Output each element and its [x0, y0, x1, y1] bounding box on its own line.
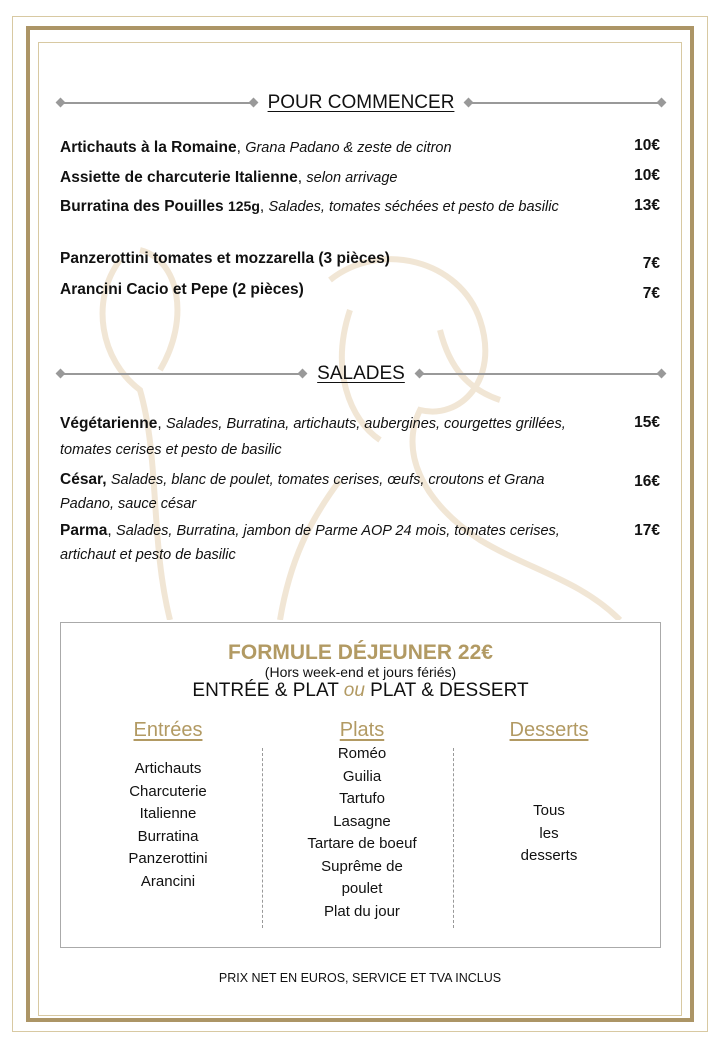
menu-item: Assiette de charcuterie Italienne, selon arrivage	[60, 169, 398, 186]
item-price: 7€	[642, 255, 660, 272]
section-header-salades	[60, 363, 662, 385]
entrees-list: Artichauts Charcuterie Italienne Burratina Panzerottini Arancini	[128, 760, 208, 890]
column-title: Plats	[339, 719, 385, 741]
desserts-list: Tous les desserts	[520, 802, 578, 864]
column-desserts	[454, 719, 644, 868]
section-header-pour-commencer	[60, 92, 662, 114]
item-price: 10€	[634, 137, 660, 154]
column-entrees	[73, 719, 263, 893]
column-title: Desserts	[509, 719, 589, 741]
column-plats	[267, 719, 457, 923]
footer-note: PRIX NET EN EUROS, SERVICE ET TVA INCLUS	[218, 971, 502, 985]
item-price: 16€	[634, 473, 660, 490]
item-price: 13€	[634, 197, 660, 214]
section-title: POUR COMMENCER	[267, 92, 455, 113]
item-price: 17€	[634, 522, 660, 539]
menu-item: Panzerottini tomates et mozzarella (3 pièces)	[60, 250, 390, 267]
item-price: 15€	[634, 414, 660, 431]
section-title: SALADES	[317, 363, 405, 384]
item-price: 10€	[634, 167, 660, 184]
plats-list: Roméo Guilia Tartufo Lasagne Tartare de boeuf Suprême de poulet Plat du jour	[307, 745, 417, 920]
item-price: 7€	[642, 285, 660, 302]
menu-item: Burratina des Pouilles 125g, Salades, tomates séchées et pesto de basilic	[60, 198, 559, 215]
formule-dejeuner-box	[60, 622, 661, 948]
formule-note: (Hors week-end et jours fériés)	[264, 664, 457, 680]
menu-item: Parma, Salades, Burratina, jambon de Parme AOP 24 mois, tomates cerises, artichaut et pesto de basilic	[60, 522, 560, 563]
menu-item: Artichauts à la Romaine, Grana Padano & zeste de citron	[60, 139, 452, 156]
formule-combos: ENTRÉE & PLAT ou PLAT & DESSERT	[192, 680, 529, 701]
menu-item: Végétarienne, Salades, Burratina, artichauts, aubergines, courgettes grillées, tomates cerises et pesto de basilic	[60, 415, 566, 458]
column-title: Entrées	[133, 719, 203, 741]
menu-item: César, Salades, blanc de poulet, tomates cerises, œufs, croutons et Grana Padano, sauce césar	[60, 471, 545, 512]
divider	[262, 748, 263, 928]
menu-item: Arancini Cacio et Pepe (2 pièces)	[60, 281, 304, 298]
formule-title: FORMULE DÉJEUNER 22€	[228, 641, 493, 664]
